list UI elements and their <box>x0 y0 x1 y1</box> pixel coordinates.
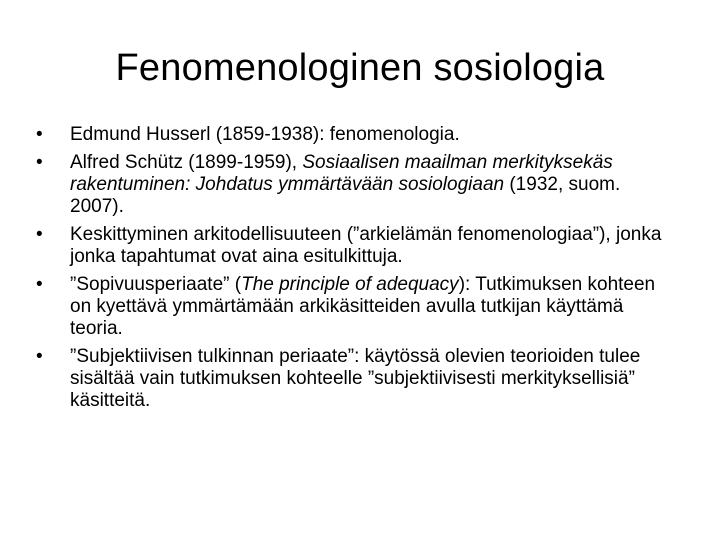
bullet-item <box>36 152 676 218</box>
bullet-marker: • <box>36 274 43 295</box>
bullet-text: ): Tutkimuksen kohteen on kyettävä ymmärtämään arkikäsitteiden avulla tutkijan käyttämä teoria. <box>70 274 656 339</box>
bullet-marker: • <box>36 152 43 173</box>
bullet-item <box>36 274 676 340</box>
bullet-item <box>36 346 676 412</box>
bullet-text: Alfred Schütz (1899-1959), <box>70 152 303 173</box>
bullet-list <box>36 124 676 418</box>
bullet-marker: • <box>36 224 43 245</box>
bullet-text: Edmund Husserl (1859-1938): fenomenologia. <box>70 124 460 145</box>
bullet-text: ”Sopivuusperiaate” ( <box>70 274 242 295</box>
bullet-text: (1932, suom. 2007). <box>70 174 621 217</box>
principle-name: The principle of adequacy <box>241 274 459 295</box>
bullet-item <box>36 224 676 268</box>
bullet-text: ”Subjektiivisen tulkinnan periaate”: käytössä olevien teorioiden tulee sisältää vain tutkimuksen kohteelle ”subjektiivisesti merkityksellisiä” käsitteitä. <box>70 346 641 411</box>
bullet-item <box>36 124 676 146</box>
book-title: Sosiaalisen maailman merkityksekäs rakentuminen: Johdatus ymmärtävään sosiologiaan <box>70 152 613 195</box>
bullet-marker: • <box>36 124 43 145</box>
bullet-marker: • <box>36 346 43 367</box>
slide-title: Fenomenologinen sosiologia <box>115 47 605 89</box>
bullet-text: Keskittyminen arkitodellisuuteen (”arkielämän fenomenologiaa”), jonka jonka tapahtumat ovat aina esitulkittuja. <box>70 224 662 267</box>
